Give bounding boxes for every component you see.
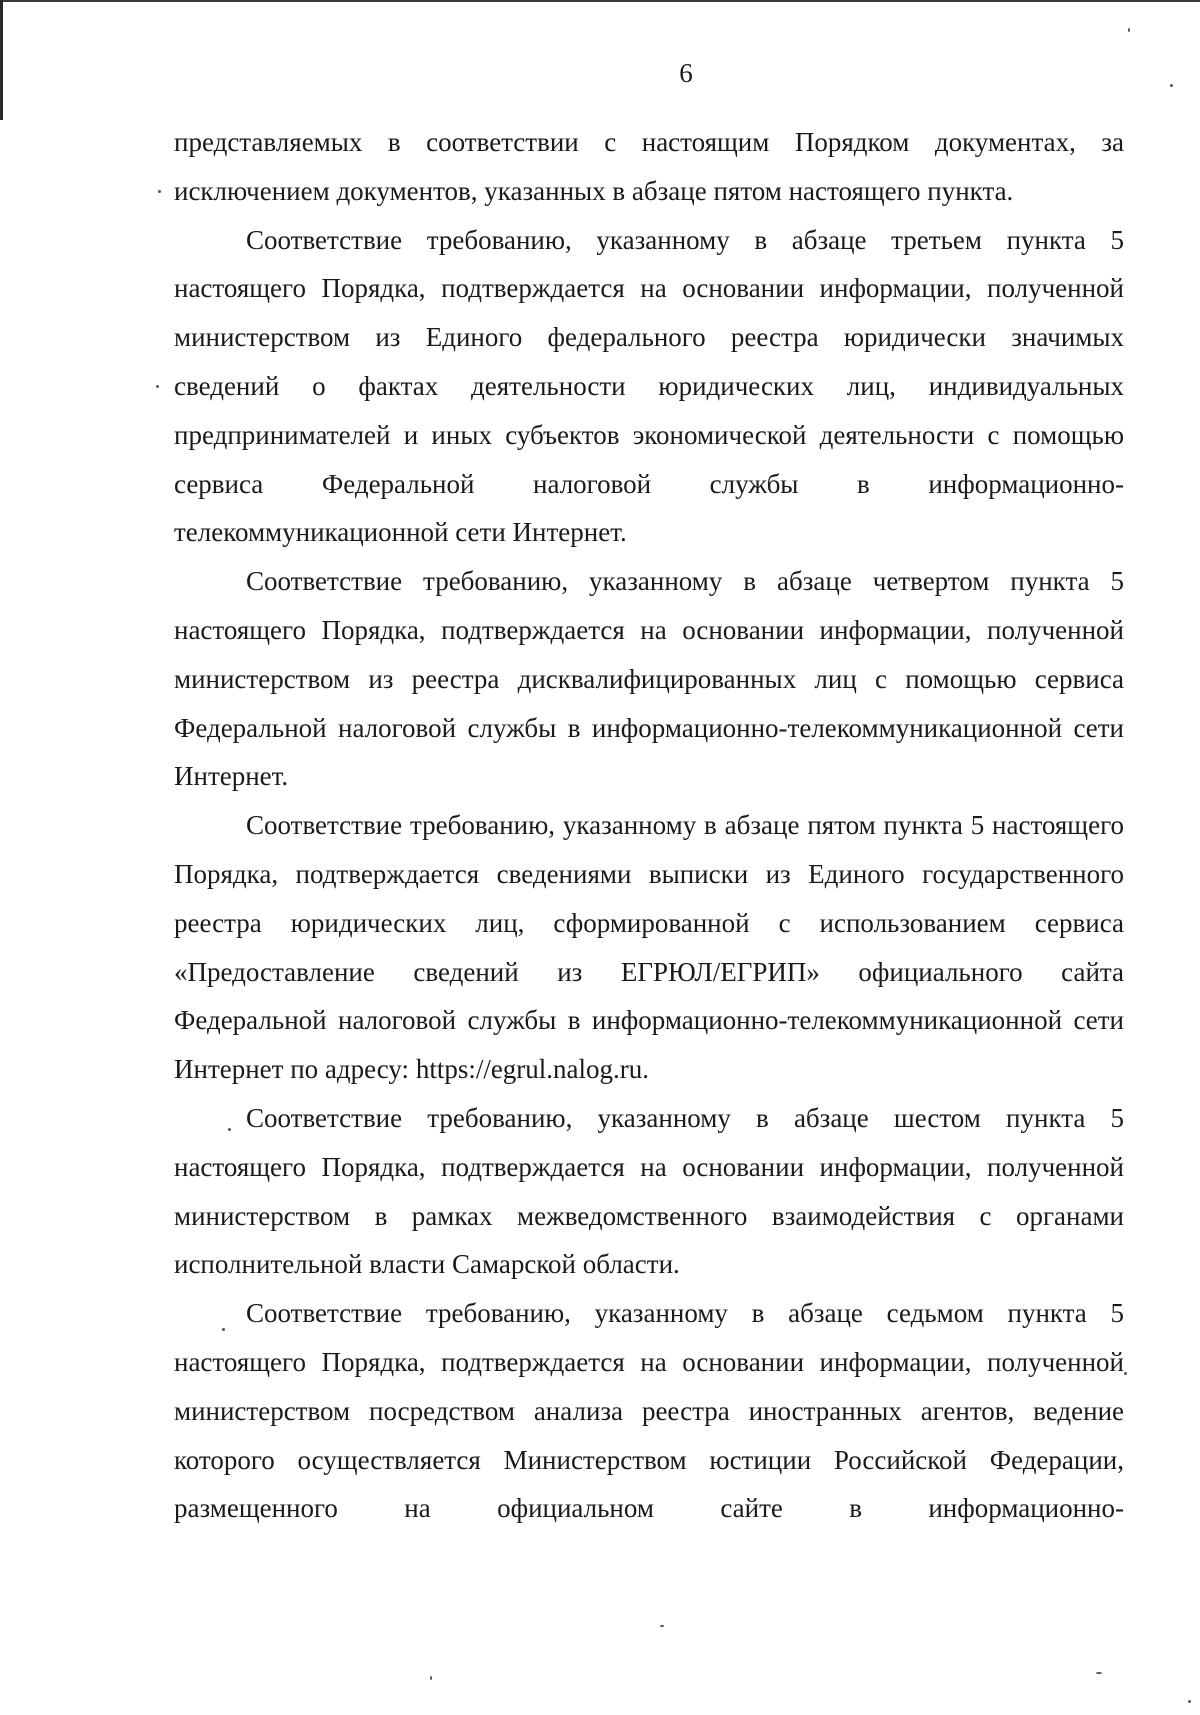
page-number: 6 bbox=[679, 58, 693, 88]
scan-speck bbox=[156, 385, 159, 388]
scan-speck bbox=[222, 1328, 225, 1331]
paragraph: Соответствие требованию, указанному в абзаце четвертом пункта 5 настоящего Порядка, подтверждается на основании информации, полученной министерством из реестра дисквалифицированных лиц с помощью сервиса Федеральной налоговой службы в информационно-телекоммуникационной сети Интернет. bbox=[174, 566, 1124, 792]
scan-speck bbox=[1128, 28, 1130, 32]
scan-speck bbox=[1124, 1372, 1127, 1375]
paragraph: Соответствие требованию, указанному в абзаце третьем пункта 5 настоящего Порядка, подтверждается на основании информации, полученной министерством из Единого федерального реестра юридически значимых сведений о фактах деятельности юридических лиц, индивидуальных предпринимателей и иных субъектов экономической деятельности с помощью сервиса Федеральной налоговой службы в информационно-телекоммуникационной сети Интернет. bbox=[174, 224, 1124, 548]
document-body bbox=[174, 118, 1124, 1533]
scan-speck bbox=[1096, 1672, 1102, 1674]
paragraph: Соответствие требованию, указанному в абзаце шестом пункта 5 настоящего Порядка, подтверждается на основании информации, полученной министерством в рамках межведомственного взаимодействия с органами исполнительной власти Самарской области. bbox=[174, 1102, 1124, 1280]
paragraph: Соответствие требованию, указанному в абзаце седьмом пункта 5 настоящего Порядка, подтверждается на основании информации, полученной министерством посредством анализа реестра иностранных агентов, ведение которого осуществляется Министерством юстиции Российской Федерации, размещенного на официальном сайте в информационно- bbox=[174, 1298, 1124, 1524]
scan-speck bbox=[158, 190, 161, 193]
scan-speck bbox=[430, 1676, 432, 1680]
scan-edge-top bbox=[0, 0, 1200, 2]
scan-edge-left bbox=[0, 0, 3, 120]
scan-speck bbox=[228, 1128, 231, 1131]
paragraph-continuation: представляемых в соответствии с настоящим Порядком документах, за исключением документов, указанных в абзаце пятом настоящего пункта. bbox=[174, 127, 1124, 206]
scan-speck bbox=[1188, 1700, 1191, 1703]
scan-speck bbox=[1170, 84, 1173, 87]
paragraph: Соответствие требованию, указанному в абзаце пятом пункта 5 настоящего Порядка, подтверждается сведениями выписки из Единого государственного реестра юридических лиц, сформированной с использованием сервиса «Предоставление сведений из ЕГРЮЛ/ЕГРИП» официального сайта Федеральной налоговой службы в информационно-телекоммуникационной сети Интернет по адресу: https://egrul.nalog.ru. bbox=[174, 810, 1124, 1085]
scan-speck bbox=[660, 1625, 664, 1627]
